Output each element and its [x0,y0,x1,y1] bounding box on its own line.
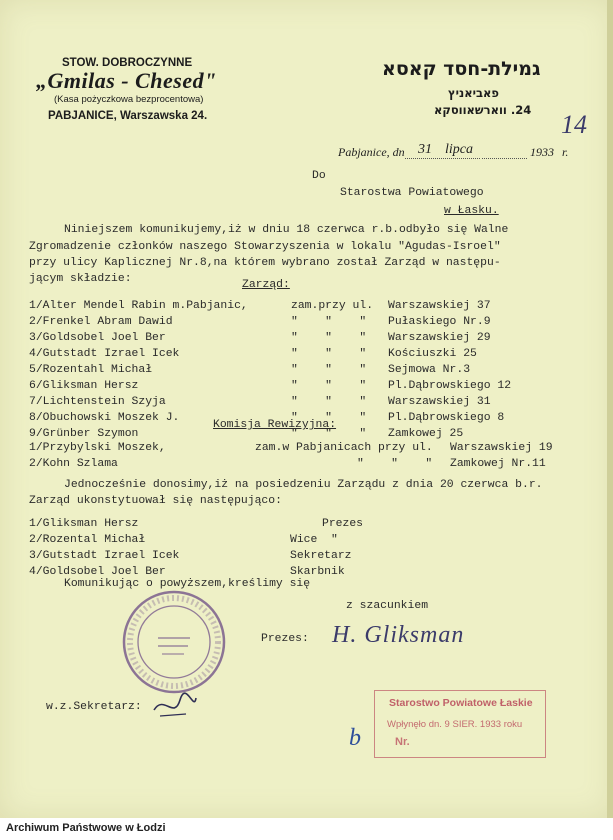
board-member-name: 4/Gutstadt Izrael Icek [29,348,180,360]
org-name: „Gmilas - Chesed" [36,68,217,93]
recipient-city: w Łasku. [444,205,499,217]
board-member-address: Kościuszki 25 [388,348,477,360]
page-edge [607,0,613,818]
board-member-residence: " " " [291,412,367,424]
date-month-line [482,158,527,159]
board-member-name: 9/Grünber Szymon [29,428,139,440]
board-member-name: 8/Obuchowski Moszek J. [29,412,180,424]
intro-line: Niniejszem komunikujemy,iż w dniu 18 czerwca r.b.odbyło się Walne [64,224,509,236]
intro-line: Zgromadzenie członków naszego Stowarzyszenia w lokalu "Agudas-Isroel" [29,241,501,253]
audit-member-residence: " " " [357,458,433,470]
board-member-address: Pułaskiego Nr.9 [388,316,491,328]
board-member-residence: " " " [291,364,367,376]
role-member-name: 4/Goldsobel Joel Ber [29,566,166,578]
role-member-name: 2/Rozental Michał [29,534,146,546]
board-member-name: 7/Lichtenstein Szyja [29,396,166,408]
board-member-address: Warszawskiej 37 [388,300,491,312]
role-member-name: 1/Gliksman Hersz [29,518,139,530]
date-year: 1933 [530,145,554,159]
org-address: PABJANICE, Warszawska 24. [48,110,208,122]
board-member-name: 1/Alter Mendel Rabin m.Pabjanic, [29,300,248,312]
date-day-line [405,158,480,159]
date-suffix: r. [562,145,569,159]
president-label: Prezes: [261,633,309,645]
president-signature: H. Gliksman [332,622,465,648]
received-stamp-date: Wpłynęło dn. 9 SIER. 1933 roku [387,719,523,730]
recipient-office: Starostwa Powiatowego [340,187,484,199]
org-subtitle: (Kasa pożyczkowa bezprocentowa) [54,94,204,105]
constitution-line: Jednocześnie donosimy,iż na posiedzeniu Zarządu z dnia 20 czerwca b.r. [64,479,543,491]
folio-number: 14 [561,110,587,139]
board-member-name: 2/Frenkel Abram Dawid [29,316,173,328]
board-member-address: Zamkowej 25 [388,428,464,440]
role-title: Wice " [290,534,338,546]
board-member-name: 6/Gliksman Hersz [29,380,139,392]
org-type: STOW. DOBROCZYNNE [62,57,193,69]
board-member-address: Sejmowa Nr.3 [388,364,471,376]
secretary-signature [150,690,200,724]
board-member-address: Pl.Dąbrowskiego 12 [388,380,512,392]
archive-credit: Archiwum Państwowe w Łodzi [6,822,166,834]
board-member-name: 5/Rozentahl Michał [29,364,153,376]
date-month: lipca [445,142,473,157]
org-name-hebrew: גמילת-חסד קאסא [382,58,541,80]
audit-heading: Komisja Rewizyjna: [213,419,337,431]
archive-footer [0,818,613,840]
intro-line: przy ulicy Kaplicznej Nr.8,na którem wybrano został Zarząd w następu- [29,257,501,269]
recipient-to: Do [312,170,326,182]
role-title: Skarbnik [290,566,345,578]
board-member-address: Warszawskiej 29 [388,332,491,344]
constitution-line: Zarząd ukonstytuował się następująco: [29,495,282,507]
received-stamp-office: Starostwo Powiatowe Łaskie [389,697,533,709]
closing-line: Komunikując o powyższem,kreślimy się [64,578,311,590]
board-member-residence: " " " [291,332,367,344]
secretary-label: w.z.Sekretarz: [46,701,142,713]
audit-member-name: 1/Przybylski Moszek, [29,442,166,454]
board-member-address: Warszawskiej 31 [388,396,491,408]
board-member-name: 3/Goldsobel Joel Ber [29,332,166,344]
org-address-hebrew: 24. ווארשאווסקא [434,103,532,117]
board-heading: Zarząd: [242,279,290,291]
board-member-residence: zam.przy ul. [291,300,374,312]
audit-member-address: Warszawskiej 19 [450,442,553,454]
board-member-residence: " " " [291,396,367,408]
received-stamp-number: Nr. [395,736,410,748]
margin-mark: b [349,725,361,751]
date-place: Pabjanice, dn [338,145,405,159]
role-member-name: 3/Gutstadt Izrael Icek [29,550,180,562]
role-title: Sekretarz [290,550,352,562]
date-day: 31 [418,142,432,157]
intro-line: jącym składzie: [29,273,132,285]
board-member-address: Pl.Dąbrowskiego 8 [388,412,505,424]
regards: z szacunkiem [346,600,429,612]
audit-member-name: 2/Kohn Szlama [29,458,118,470]
role-title: Prezes [322,518,364,530]
audit-member-residence: zam.w Pabjanicach przy ul. [255,442,433,454]
board-member-residence: " " " [291,428,367,440]
audit-member-address: Zamkowej Nr.11 [450,458,546,470]
board-member-residence: " " " [291,316,367,328]
board-member-residence: " " " [291,348,367,360]
organization-round-stamp [118,586,230,698]
board-member-residence: " " " [291,380,367,392]
org-city-hebrew: פאביאניץ [448,86,499,100]
received-stamp [374,690,546,758]
